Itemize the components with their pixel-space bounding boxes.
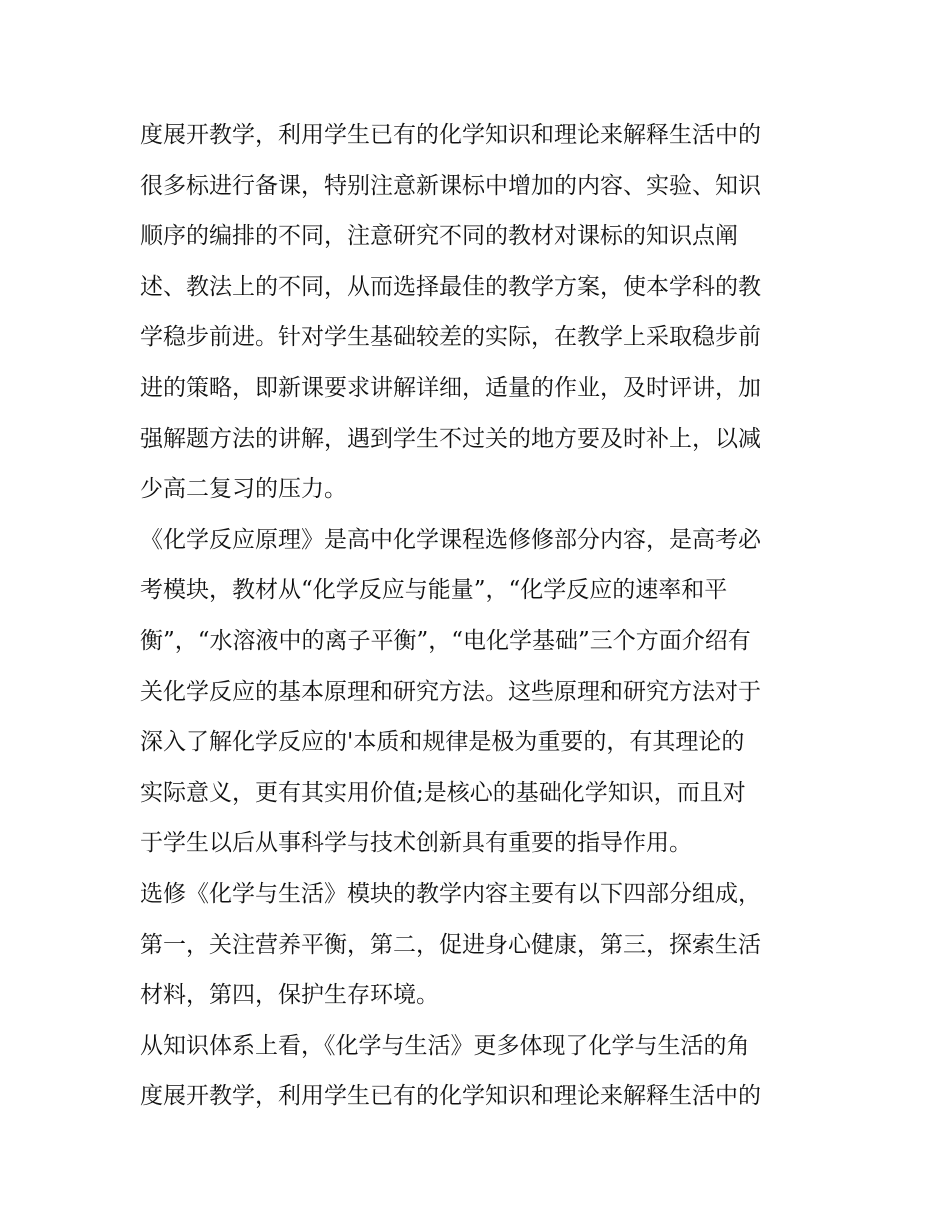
text-line: 度展开教学，利用学生已有的化学知识和理论来解释生活中的 (140, 122, 761, 148)
text-line: 强解题方法的讲解，遇到学生不过关的地方要及时补上，以减 (140, 425, 761, 452)
text-line: 考模块，教材从“化学反应与能量”，“化学反应的速率和平 (140, 577, 728, 604)
text-line: 材料，第四，保护生存环境。 (140, 982, 439, 1009)
text-line: 从知识体系上看，《化学与生活》更多体现了化学与生活的角 (140, 1032, 750, 1059)
text-line: 关化学反应的基本原理和研究方法。这些原理和研究方法对于 (140, 678, 761, 705)
text-line: 于学生以后从事科学与技术创新具有重要的指导作用。 (140, 830, 692, 857)
text-line: 进的策略，即新课要求讲解详细，适量的作业，及时评讲，加 (140, 374, 761, 401)
text-line: 很多标进行备课，特别注意新课标中增加的内容、实验、知识 (140, 172, 761, 199)
text-line: 述、教法上的不同，从而选择最佳的教学方案，使本学科的教 (140, 273, 761, 300)
text-line: 深入了解化学反应的'本质和规律是极为重要的，有其理论的 (140, 729, 745, 756)
text-line: 选修《化学与生活》模块的教学内容主要有以下四部分组成， (140, 880, 761, 907)
text-line: 少高二复习的压力。 (140, 476, 347, 503)
text-line: 衡”，“水溶液中的离子平衡”，“电化学基础”三个方面介绍有 (140, 627, 751, 654)
text-line: 顺序的编排的不同，注意研究不同的教材对课标的知识点阐 (140, 223, 738, 250)
text-line: 学稳步前进。针对学生基础较差的实际，在教学上采取稳步前 (140, 324, 761, 351)
text-line: 第一，关注营养平衡，第二，促进身心健康，第三，探索生活 (140, 931, 761, 958)
text-line: 度展开教学，利用学生已有的化学知识和理论来解释生活中的 (140, 1083, 761, 1110)
text-line: 实际意义，更有其实用价值;是核心的基础化学知识，而且对 (140, 779, 746, 806)
body-text (140, 110, 820, 1122)
text-line: 《化学反应原理》是高中化学课程选修修部分内容，是高考必 (140, 526, 761, 553)
